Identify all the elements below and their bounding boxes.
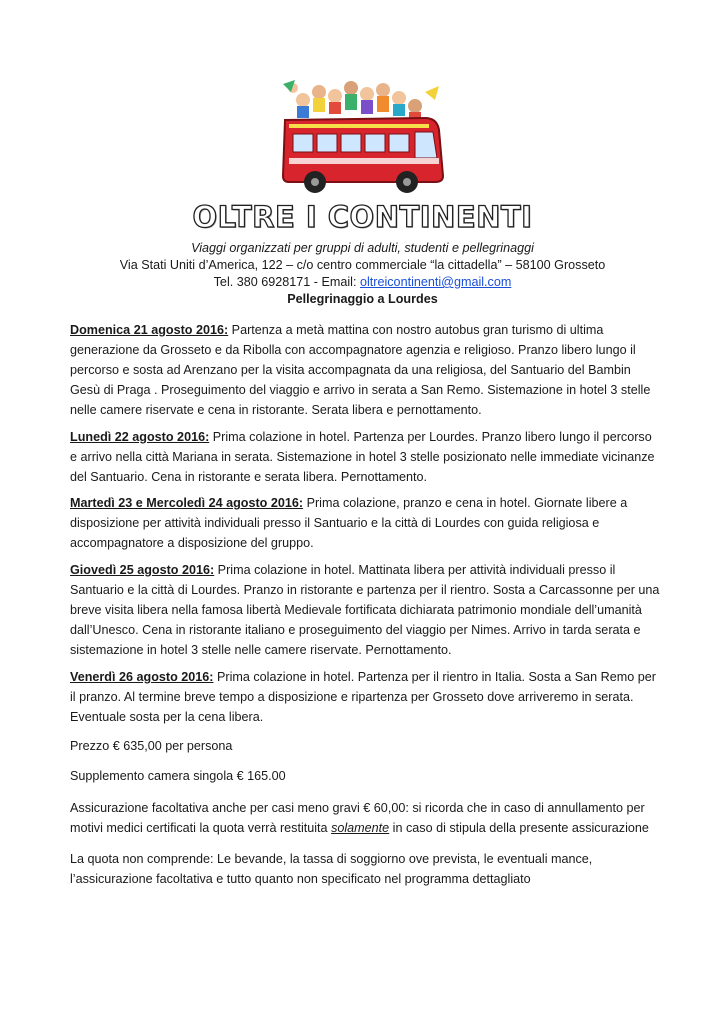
email-link[interactable]: oltreicontinenti@gmail.com	[359, 275, 512, 289]
bus-logo-illustration	[275, 78, 447, 196]
tagline: Viaggi organizzati per gruppi di adulti, studenti e pellegrinaggi	[191, 241, 534, 255]
document-subtitle: Pellegrinaggio a Lourdes	[287, 292, 438, 306]
price-line: Prezzo € 635,00 per persona	[70, 739, 233, 753]
day-description: Prima colazione in hotel. Partenza per il rientro in Italia. Sosta a San Remo per il pranzo. Al termine breve tempo a disposizione e ripartenza per Grosseto dove arriveremo in serata. Eventuale sosta per la cena libera.	[70, 670, 656, 724]
insurance-text-after: in caso di stipula della presente assicurazione	[389, 821, 649, 835]
contact-prefix: Tel. 380 6928171 - Email:	[213, 275, 360, 289]
itinerary-day-4	[70, 560, 660, 660]
insurance-text-before: Assicurazione facoltativa anche per casi meno gravi € 60,00: si ricorda che in caso di annullamento per motivi medici certificati la quota verrà restituita	[70, 801, 645, 835]
contact-line	[0, 274, 725, 290]
agency-address: Via Stati Uniti d’America, 122 – c/o centro commerciale “la cittadella” – 58100 Grosseto	[119, 258, 606, 272]
itinerary-day-5	[70, 667, 660, 727]
day-description: Prima colazione, pranzo e cena in hotel. Giornate libere a disposizione per attività individuali presso il Santuario e la città di Lourdes con guida religiosa e accompagnatore a disposizione del gruppo.	[70, 496, 628, 550]
itinerary-day-1	[70, 320, 660, 420]
itinerary-day-3	[70, 493, 660, 553]
insurance-paragraph	[70, 798, 660, 838]
exclusions-paragraph: La quota non comprende: Le bevande, la tassa di soggiorno ove prevista, le eventuali mance, l’assicurazione facoltativa e tutto quanto non specificato nel programma dettagliato	[70, 852, 593, 886]
agency-logo-text: OLTRE I CONTINENTI	[192, 200, 533, 234]
day-description: Prima colazione in hotel. Mattinata libera per attività individuali presso il Santuario e la città di Lourdes. Pranzo in ristorante e partenza per il rientro. Sosta a Carcassonne per una breve visita libera nella famosa libertà Medievale fortificata dichiarata patrimonio mondiale dell’umanità dall’Unesco. Cena in ristorante italiano e proseguimento del viaggio per Nimes. Arrivo in tarda serata e sistemazione in hotel 3 stelle nelle camere riservate. Pernottamento.	[70, 563, 660, 657]
day-description: Partenza a metà mattina con nostro autobus gran turismo di ultima generazione da Grosseto e da Ribolla con accompagnatore agenzia e religioso. Pranzo libero lungo il percorso e sosta ad Arenzano per la visita accompagnata da una religiosa, del Santuario del Bambin Gesù di Praga . Proseguimento del viaggio e arrivo in serata a San Remo. Sistemazione in hotel 3 stelle nelle camere riservate e cena in ristorante. Serata libera e pernottamento.	[70, 323, 651, 417]
insurance-emphasis: solamente	[331, 821, 390, 835]
single-supplement-line: Supplemento camera singola € 165.00	[70, 769, 286, 783]
day-heading: Domenica 21 agosto 2016:	[70, 323, 229, 337]
day-heading: Lunedì 22 agosto 2016:	[70, 430, 210, 444]
day-heading: Martedì 23 e Mercoledì 24 agosto 2016:	[70, 496, 304, 510]
day-description: Prima colazione in hotel. Partenza per Lourdes. Pranzo libero lungo il percorso e arrivo nella città Mariana in serata. Sistemazione in hotel 3 stelle posizionato nelle immediate vicinanze del Santuario. Cena in ristorante e serata libera. Pernottamento.	[70, 430, 655, 484]
day-heading: Venerdì 26 agosto 2016:	[70, 670, 214, 684]
day-heading: Giovedì 25 agosto 2016:	[70, 563, 215, 577]
itinerary-day-2	[70, 427, 660, 487]
